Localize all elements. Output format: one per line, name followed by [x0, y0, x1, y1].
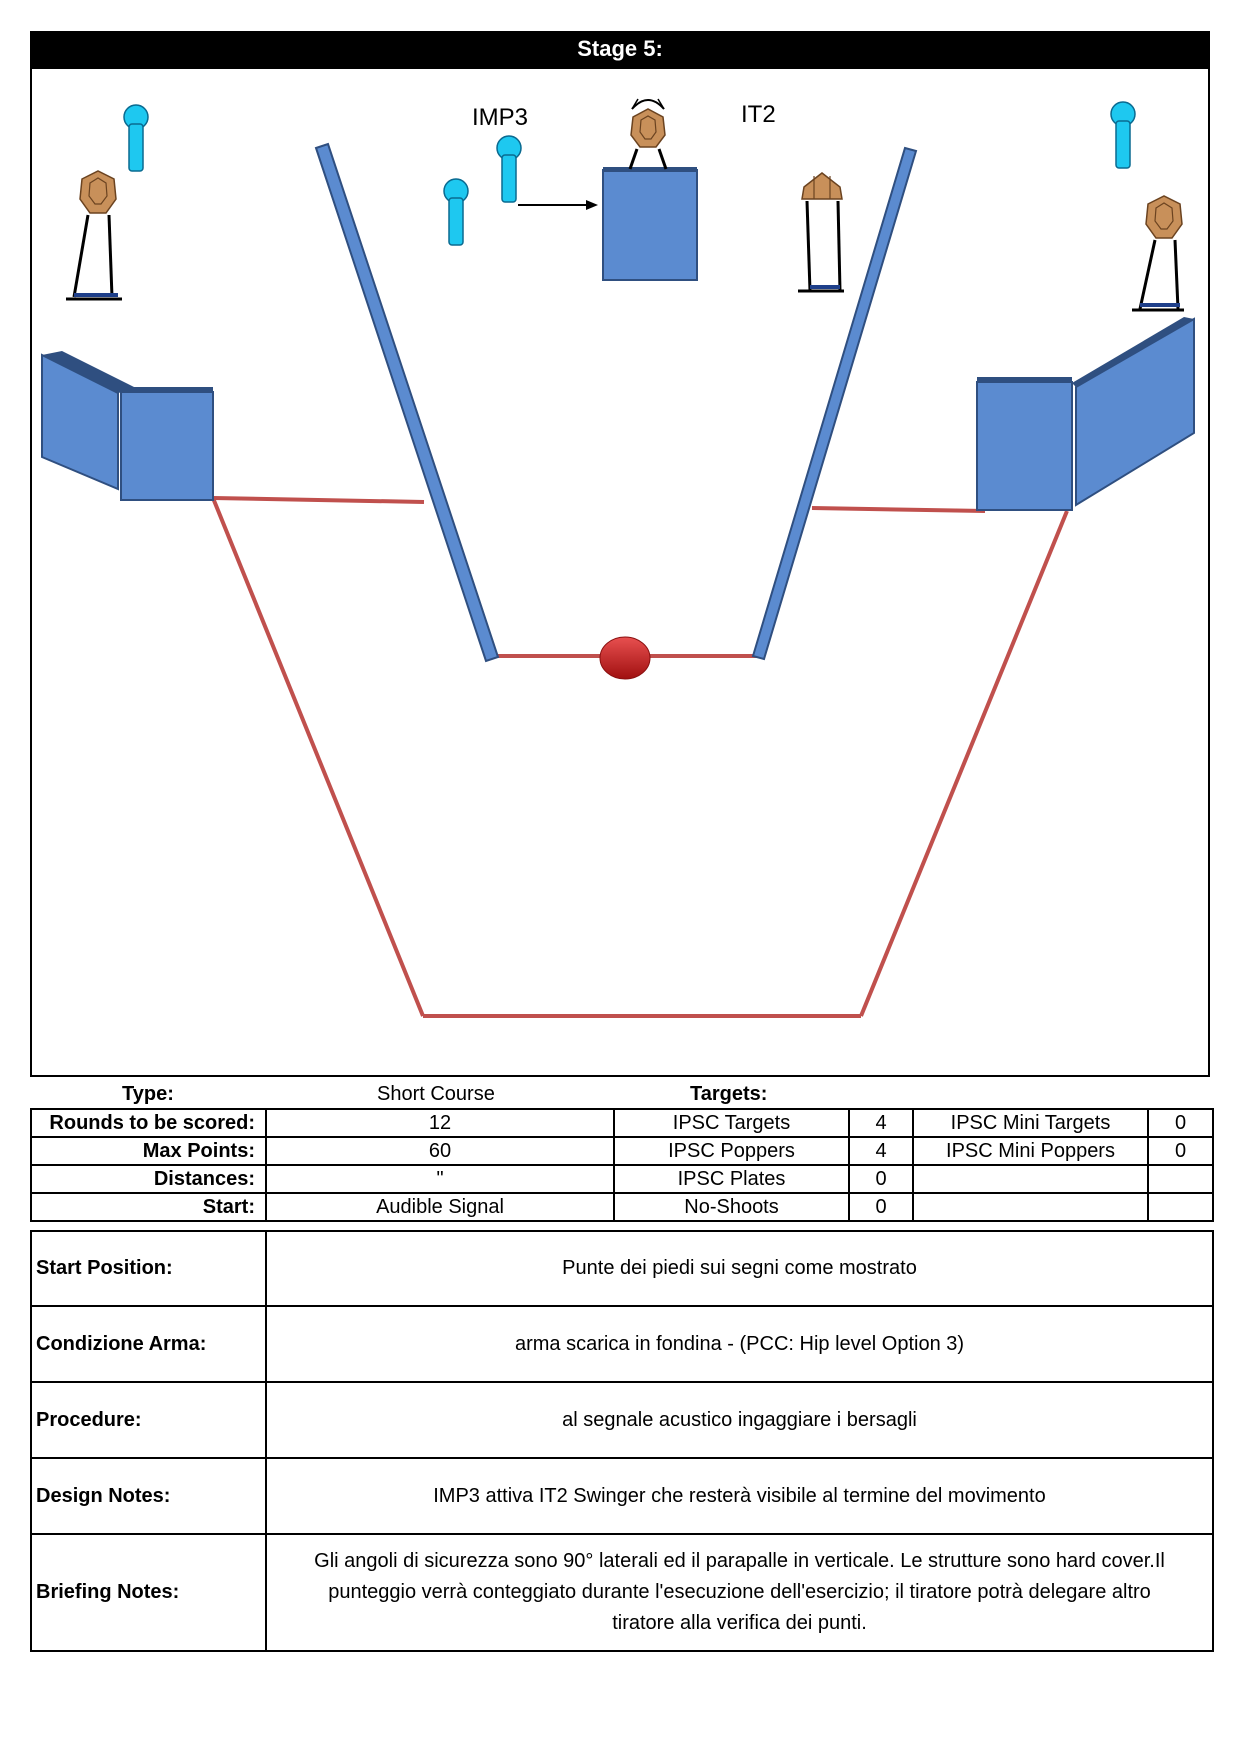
- mini-targets-value: 0: [1148, 1109, 1213, 1137]
- fault-line-left-diagonal: [213, 498, 423, 1016]
- start-label: Start:: [31, 1193, 266, 1221]
- popper-icon-imp3: [497, 136, 521, 202]
- stats-table: [30, 1108, 1214, 1222]
- fault-lines: [213, 498, 1067, 1016]
- start-position-label: Start Position:: [31, 1231, 266, 1306]
- rounds-label: Rounds to be scored:: [31, 1109, 266, 1137]
- notes-row: [31, 1306, 1213, 1382]
- ipsc-poppers-label: IPSC Poppers: [614, 1137, 849, 1165]
- left-barricade: [42, 351, 213, 500]
- distances-value: ": [266, 1165, 614, 1193]
- rounds-value: 12: [266, 1109, 614, 1137]
- target-icon: [798, 173, 844, 291]
- ipsc-plates-label: IPSC Plates: [614, 1165, 849, 1193]
- condizione-arma-label: Condizione Arma:: [31, 1306, 266, 1382]
- popper-icon: [124, 105, 148, 171]
- stats-row: [31, 1165, 1213, 1193]
- ipsc-targets-label: IPSC Targets: [614, 1109, 849, 1137]
- center-box: [603, 167, 697, 280]
- ipsc-poppers-value: 4: [849, 1137, 913, 1165]
- notes-row: [31, 1231, 1213, 1306]
- popper-icon: [444, 179, 468, 245]
- start-value: Audible Signal: [266, 1193, 614, 1221]
- target-icon: [1132, 196, 1184, 310]
- right-barricade: [977, 317, 1194, 510]
- mini-targets-label: IPSC Mini Targets: [913, 1109, 1148, 1137]
- empty-cell: [913, 1165, 1148, 1193]
- max-points-value: 60: [266, 1137, 614, 1165]
- mini-poppers-value: 0: [1148, 1137, 1213, 1165]
- design-notes-label: Design Notes:: [31, 1458, 266, 1534]
- wall-right-diagonal: [753, 148, 916, 659]
- target-icon-it2: [630, 99, 666, 169]
- ipsc-targets-value: 4: [849, 1109, 913, 1137]
- empty-cell: [1148, 1193, 1213, 1221]
- stats-row: [31, 1193, 1213, 1221]
- fault-line-right-top: [812, 508, 985, 511]
- notes-row: [31, 1382, 1213, 1458]
- no-shoots-label: No-Shoots: [614, 1193, 849, 1221]
- stage-diagram-svg: [32, 69, 1212, 1079]
- stage-diagram: [30, 67, 1210, 1077]
- design-notes-value: IMP3 attiva IT2 Swinger che resterà visibile al termine del movimento: [266, 1458, 1213, 1534]
- notes-table: [30, 1230, 1214, 1652]
- start-position-marker: [600, 637, 650, 679]
- type-value: Short Course: [377, 1083, 495, 1105]
- type-label: Type:: [122, 1083, 174, 1105]
- label-it2: IT2: [741, 101, 776, 128]
- popper-icon: [1111, 102, 1135, 168]
- distances-label: Distances:: [31, 1165, 266, 1193]
- max-points-label: Max Points:: [31, 1137, 266, 1165]
- briefing-notes-value: Gli angoli di sicurezza sono 90° laterali ed il parapalle in verticale. Le strutture sono hard cover.Il punteggio verrà conteggiato durante l'esecuzione dell'esercizio; il tiratore potrà delegare altro tiratore alla verifica dei punti.: [266, 1534, 1213, 1651]
- empty-cell: [913, 1193, 1148, 1221]
- activation-arrow-icon: [518, 200, 598, 210]
- fault-line-right-diagonal: [861, 511, 1067, 1016]
- briefing-notes-label: Briefing Notes:: [31, 1534, 266, 1651]
- target-icon: [66, 171, 122, 299]
- stage-title: Stage 5:: [30, 31, 1210, 67]
- label-imp3: IMP3: [472, 104, 529, 131]
- mini-poppers-label: IPSC Mini Poppers: [913, 1137, 1148, 1165]
- no-shoots-value: 0: [849, 1193, 913, 1221]
- type-row: [30, 1080, 1210, 1108]
- ipsc-plates-value: 0: [849, 1165, 913, 1193]
- condizione-arma-value: arma scarica in fondina - (PCC: Hip level Option 3): [266, 1306, 1213, 1382]
- notes-row: [31, 1534, 1213, 1651]
- start-position-value: Punte dei piedi sui segni come mostrato: [266, 1231, 1213, 1306]
- stats-row: [31, 1137, 1213, 1165]
- procedure-value: al segnale acustico ingaggiare i bersagli: [266, 1382, 1213, 1458]
- fault-line-left-top: [213, 498, 424, 502]
- notes-row: [31, 1458, 1213, 1534]
- stats-row: [31, 1109, 1213, 1137]
- wall-left-diagonal: [316, 144, 498, 661]
- procedure-label: Procedure:: [31, 1382, 266, 1458]
- targets-label: Targets:: [690, 1083, 768, 1105]
- empty-cell: [1148, 1165, 1213, 1193]
